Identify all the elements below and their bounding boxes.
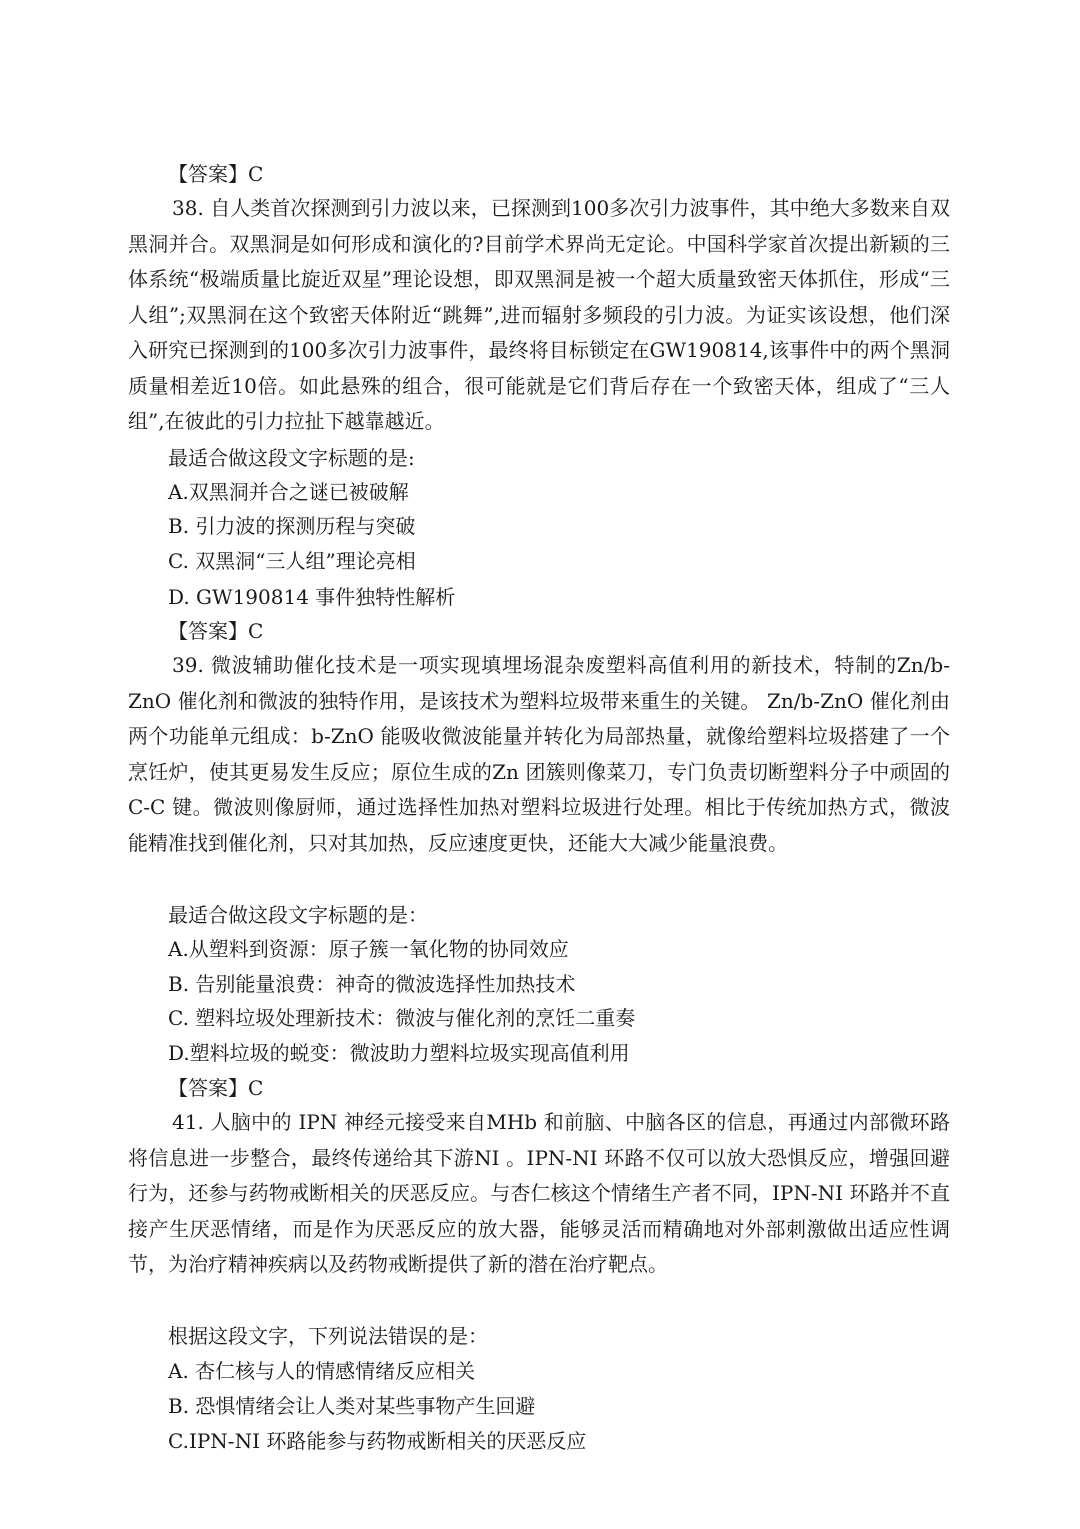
question-38-prompt: 最适合做这段文字标题的是: [168,446,415,470]
question-41-prompt: 根据这段文字，下列说法错误的是： [168,1324,488,1348]
question-41-stem: 41. 人脑中的 IPN 神经元接受来自MHb 和前脑、中脑各区的信息，再通过内部微环路将信息进一步整合，最终传递给其下游NI 。IPN-NI 环路不仅可以放大恐惧反应，增强回避行为，还参与药物戒断相关的厌恶反应。与杏仁核这个情绪生产者不同，IPN-NI 环路并不直接产生厌恶情绪，而是作为厌恶反应的放大器，能够灵活而精确地对外部刺激做出适应性调节，为治疗精神疾病以及药物戒断提供了新的潜在治疗靶点。 [128,1110,950,1276]
question-39-option-b: B. 告别能量浪费：神奇的微波选择性加热技术 [168,972,576,996]
question-39-option-c: C. 塑料垃圾处理新技术：微波与催化剂的烹饪二重奏 [168,1006,636,1030]
question-38-option-d: D. GW190814 事件独特性解析 [168,585,456,609]
question-39-option-d: D.塑料垃圾的蜕变：微波助力塑料垃圾实现高值利用 [168,1041,630,1065]
question-39-stem: 39. 微波辅助催化技术是一项实现填埋场混杂废塑料高值利用的新技术，特制的Zn/b-ZnO 催化剂和微波的独特作用，是该技术为塑料垃圾带来重生的关键。 Zn/b-ZnO 催化剂由两个功能单元组成：b-ZnO 能吸收微波能量并转化为局部热量，就像给塑料垃圾搭建了一个烹饪炉，使其更易发生反应；原位生成的Zn 团簇则像菜刀，专门负责切断塑料分子中顽固的C-C 键。微波则像厨师，通过选择性加热对塑料垃圾进行处理。相比于传统加热方式，微波能精准找到催化剂，只对其加热，反应速度更快，还能大大减少能量浪费。 [128,653,950,855]
question-38-option-a: A.双黑洞并合之谜已被破解 [168,480,409,504]
answer-38: 【答案】C [168,619,264,643]
question-38-option-c: C. 双黑洞“三人组”理论亮相 [168,549,416,573]
question-41-option-a: A. 杏仁核与人的情感情绪反应相关 [168,1359,476,1383]
question-38-stem: 38. 自人类首次探测到引力波以来，已探测到100多次引力波事件，其中绝大多数来自双黑洞并合。双黑洞是如何形成和演化的?目前学术界尚无定论。中国科学家首次提出新颖的三体系统“极端质量比旋近双星”理论设想，即双黑洞是被一个超大质量致密天体抓住，形成“三人组”;双黑洞在这个致密天体附近“跳舞”,进而辐射多频段的引力波。为证实该设想，他们深入研究已探测到的100多次引力波事件，最终将目标锁定在GW190814,该事件中的两个黑洞质量相差近10倍。如此悬殊的组合，很可能就是它们背后存在一个致密天体，组成了“三人组”,在彼此的引力拉扯下越靠越近。 [128,196,950,433]
question-41-option-b: B. 恐惧情绪会让人类对某些事物产生回避 [168,1394,536,1418]
answer-39: 【答案】C [168,1076,264,1100]
question-39-option-a: A.从塑料到资源：原子簇一氧化物的协同效应 [168,937,569,961]
question-38-option-b: B. 引力波的探测历程与突破 [168,514,416,538]
answer-37: 【答案】C [168,162,264,186]
question-39-prompt: 最适合做这段文字标题的是： [168,903,428,927]
question-41-option-c: C.IPN-NI 环路能参与药物戒断相关的厌恶反应 [168,1429,587,1453]
